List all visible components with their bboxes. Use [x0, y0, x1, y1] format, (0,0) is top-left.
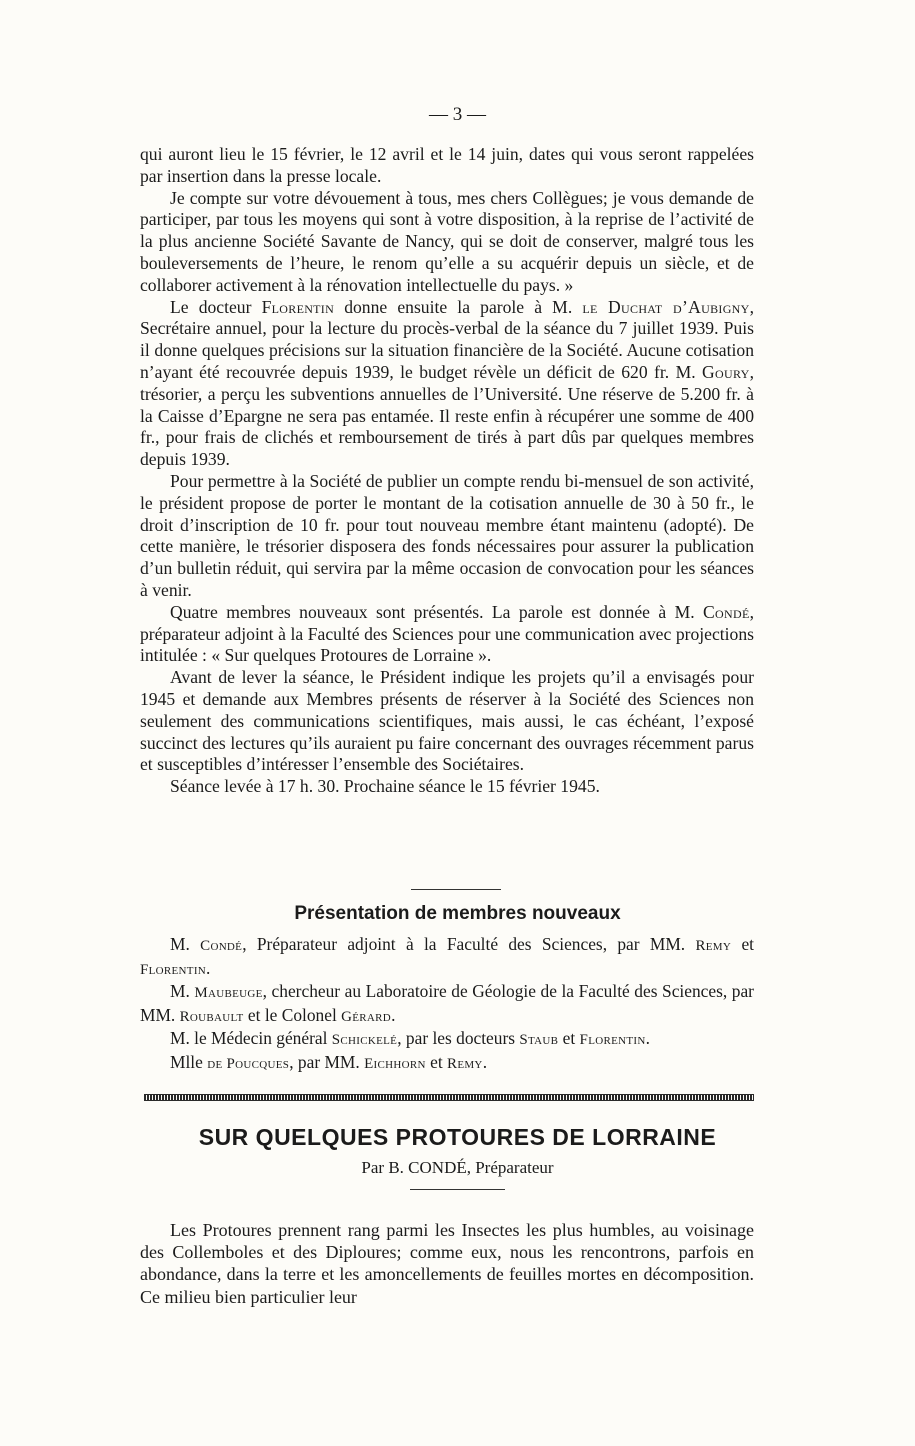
person-name: le Duchat d’Aubigny: [582, 296, 750, 317]
separator-rule: [410, 1189, 505, 1190]
member-entry: M. Maubeuge, chercheur au Laboratoire de Géologie de la Faculté des Sciences, par MM. Roubault et le Colonel Gérard.: [140, 981, 754, 1025]
paragraph-adjournment: Séance levée à 17 h. 30. Prochaine séance le 15 février 1945.: [170, 776, 600, 797]
separator-rule: [411, 889, 501, 890]
page-number: — 3 —: [429, 104, 486, 125]
paragraph-appeal: Je compte sur votre dévouement à tous, mes chers Collègues; je vous demande de participer, par tous les moyens qui sont à votre disposition, à la reprise de l’activité de la plus ancienne Société Savante de Nancy, qui se doit de conserver, malgré tous les bouleversements de l’heure, le renom qu’elle a su acquérir depuis un siècle, et de collaborer activement à la rénovation intellectuelle du pays. »: [140, 187, 754, 295]
ornamental-divider: [144, 1094, 754, 1101]
person-name: Goury: [702, 361, 750, 382]
member-entry: M. le Médecin général Schickelé, par les docteurs Staub et Florentin.: [170, 1028, 650, 1049]
member-entry: M. Condé, Préparateur adjoint à la Faculté des Sciences, par MM. Remy et Florentin.: [140, 934, 754, 978]
paragraph-finances: Le docteur Florentin donne ensuite la parole à M. le Duchat d’Aubigny, Secrétaire annuel, pour la lecture du procès-verbal de la séance du 7 juillet 1939. Puis il donne quelques précisions sur la situation financière de la Société. Aucune cotisation n’ayant été recouvrée depuis 1939, le budget révèle un déficit de 620 fr. M. Goury, trésorier, a perçu les subventions annuelles de l’Université. Une réserve de 5.200 fr. à la Caisse d’Epargne ne sera pas entamée. Il reste enfin à récupérer une somme de 400 fr., pour frais de clichés et remboursement de tirés à part dûs par quelques membres depuis 1939.: [140, 296, 754, 470]
article-byline: Par B. CONDÉ, Préparateur: [361, 1158, 554, 1177]
paragraph-new-members: Quatre membres nouveaux sont présentés. La parole est donnée à M. Condé, préparateur adjoint à la Faculté des Sciences pour une communication avec projections intitulée : « Sur quelques Protoures de Lorraine ».: [140, 601, 754, 666]
article-title: SUR QUELQUES PROTOURES DE LORRAINE: [198, 1124, 717, 1150]
paragraph-projects: Avant de lever la séance, le Président indique les projets qu’il a envisagés pour 1945 et demande aux Membres présents de réserver à la Société des Sciences non seulement des communications scientifiques, mais aussi, le cas échéant, l’exposé succinct des lectures qu’ils auraient pu faire concernant des ouvrages récemment parus et susceptibles d’intéresser l’ensemble des Sociétaires.: [140, 667, 754, 775]
article-paragraph: Les Protoures prennent rang parmi les Insectes les plus humbles, au voisinage des Collemboles et des Diploures; comme eux, nous les rencontrons, parfois en abondance, dans la terre et les amoncellements de feuilles mortes en décomposition. Ce milieu bien particulier leur: [140, 1220, 754, 1307]
article-body: [140, 1219, 754, 1308]
person-name: Condé: [703, 601, 750, 622]
paragraph-dues: Pour permettre à la Société de publier un compte rendu bi-mensuel de son activité, le président propose de porter le montant de la cotisation annuelle de 30 à 50 fr., le droit d’inscription de 10 fr. pour tout nouveau membre étant maintenu (adopté). De cette manière, le trésorier disposera des fonds nécessaires pour assurer la publication d’un bulletin réduit, qui servira par la même occasion de convocation pour les séances à venir.: [140, 470, 754, 600]
section-title: Présentation de membres nouveaux: [294, 903, 621, 924]
person-name: Florentin: [261, 296, 335, 317]
paragraph-closing-speech: qui auront lieu le 15 février, le 12 avril et le 14 juin, dates qui vous seront rappelées par insertion dans la presse locale.: [140, 144, 754, 186]
new-members-list: [140, 934, 754, 1076]
member-entry: Mlle de Poucques, par MM. Eichhorn et Remy.: [170, 1051, 488, 1072]
meeting-report: [140, 144, 754, 798]
